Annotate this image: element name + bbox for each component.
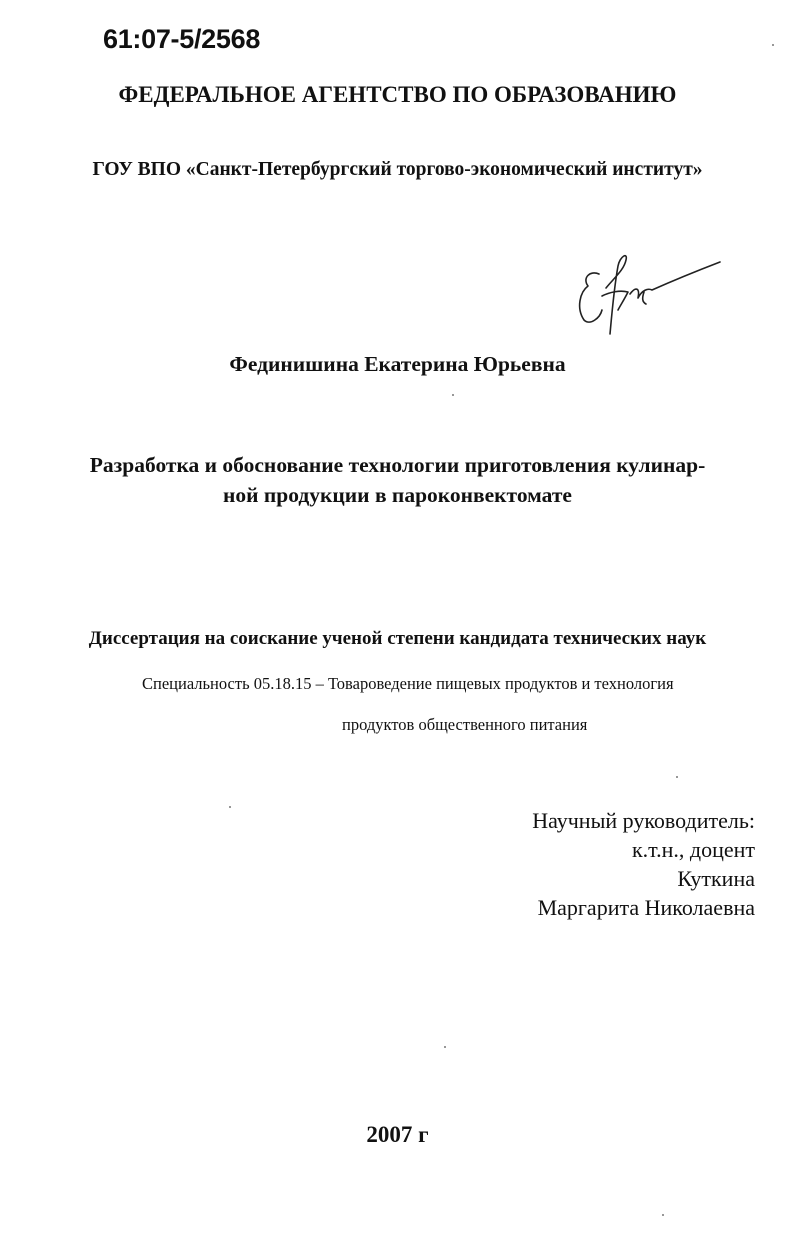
author-name: Фединишина Екатерина Юрьевна xyxy=(229,352,566,376)
title-line: ной продукции в пароконвектомате xyxy=(223,483,572,507)
handwritten-signature xyxy=(566,248,736,340)
scan-speck xyxy=(662,1214,664,1216)
supervisor-given-names: Маргарита Николаевна xyxy=(537,895,755,920)
supervisor-surname: Куткина xyxy=(677,866,755,891)
scan-speck xyxy=(444,1046,446,1048)
supervisor-block xyxy=(532,806,755,922)
scan-speck xyxy=(452,394,454,396)
scan-speck xyxy=(229,806,231,808)
archive-code: 61:07-5/2568 xyxy=(103,24,261,54)
signature-stroke-e xyxy=(580,273,602,322)
supervisor-rank: к.т.н., доцент xyxy=(631,837,755,862)
year: 2007 г xyxy=(366,1122,429,1147)
scan-speck xyxy=(676,776,678,778)
degree-statement: Диссертация на соискание ученой степени кандидата технических наук xyxy=(88,628,707,649)
supervisor-label: Научный руководитель: xyxy=(532,808,755,833)
institute-name: ГОУ ВПО «Санкт-Петербургский торгово-экономический институт» xyxy=(92,159,703,180)
signature-stroke-f xyxy=(602,291,628,310)
agency-heading: ФЕДЕРАЛЬНОЕ АГЕНТСТВО ПО ОБРАЗОВАНИЮ xyxy=(118,82,677,107)
signature-stroke-loop xyxy=(606,256,626,334)
scan-speck xyxy=(772,44,774,46)
signature-stroke-hook xyxy=(643,292,646,304)
specialty-line: Специальность 05.18.15 – Товароведение пищевых продуктов и технология xyxy=(142,674,674,693)
specialty-line: продуктов общественного питания xyxy=(342,715,588,734)
dissertation-title xyxy=(0,450,795,510)
title-line: Разработка и обоснование технологии приготовления кулинар- xyxy=(89,453,706,477)
